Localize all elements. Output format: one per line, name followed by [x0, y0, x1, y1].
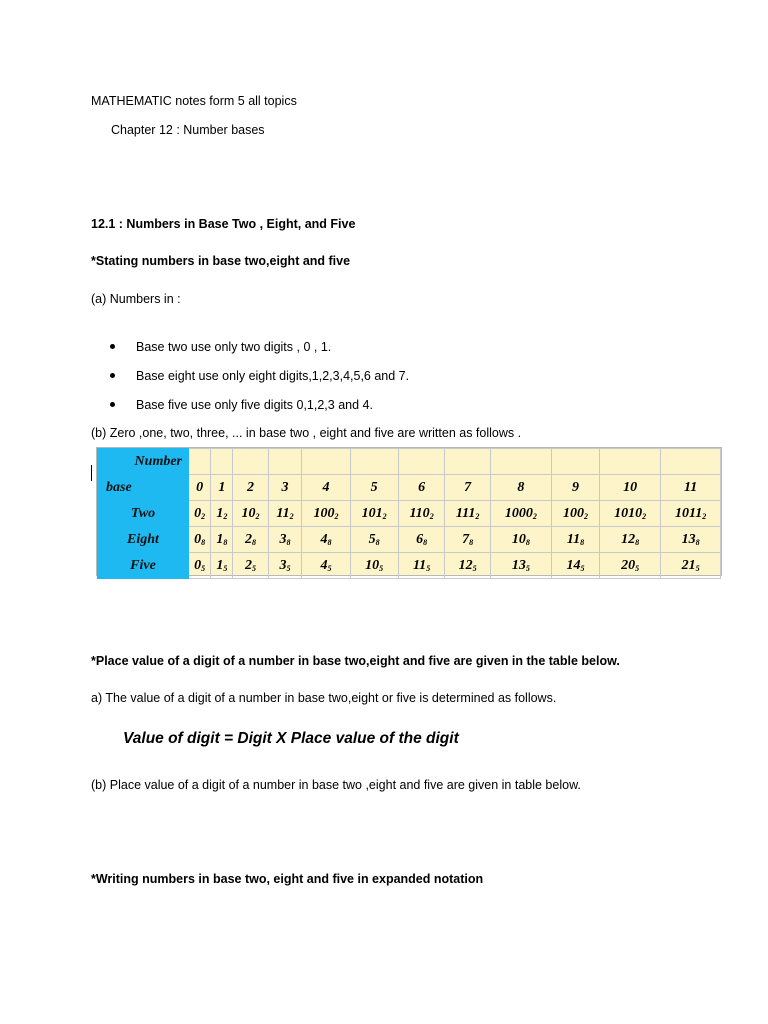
bullet-icon [110, 373, 115, 378]
table-cell [211, 527, 233, 553]
table-cell [189, 553, 211, 579]
cell-value: 3 [279, 557, 287, 573]
table-column-header: 3 [268, 475, 302, 501]
table-row-label: Two [98, 501, 189, 527]
table-column-header: 7 [445, 475, 490, 501]
cell-value: 11 [276, 505, 290, 521]
base-subscript: 8 [423, 537, 428, 547]
expanded-notation-heading: *Writing numbers in base two, eight and five in expanded notation [91, 872, 484, 886]
base-subscript: 2 [223, 511, 228, 521]
section-heading: 12.1 : Numbers in Base Two , Eight, and Five [91, 217, 356, 231]
cell-value: 110 [409, 505, 430, 521]
base-subscript: 5 [695, 563, 700, 573]
table-empty-cell [490, 449, 551, 475]
table-cell [268, 553, 302, 579]
table-empty-cell [661, 449, 721, 475]
table-row [98, 501, 721, 527]
bullet-text: Base two use only two digits , 0 , 1. [136, 340, 332, 354]
base-subscript: 2 [255, 511, 260, 521]
numbers-in-label: (a) Numbers in : [91, 292, 181, 306]
base-subscript: 5 [252, 563, 257, 573]
cell-value: 20 [621, 557, 636, 573]
table-empty-cell [302, 449, 350, 475]
table-row-label: Eight [98, 527, 189, 553]
cell-value: 0 [194, 531, 202, 547]
table-column-header: 4 [302, 475, 350, 501]
cell-value: 14 [566, 557, 581, 573]
base-subscript: 2 [382, 511, 387, 521]
table-cell [233, 501, 268, 527]
table-column-header: 5 [350, 475, 398, 501]
base-subscript: 8 [375, 537, 380, 547]
table-row [98, 527, 721, 553]
table-cell [268, 527, 302, 553]
cell-value: 6 [416, 531, 424, 547]
base-subscript: 8 [252, 537, 257, 547]
table-cell [661, 527, 721, 553]
table-cell [600, 527, 661, 553]
table-cell [268, 501, 302, 527]
table-cell [302, 527, 350, 553]
table-cell [661, 553, 721, 579]
cell-value: 1011 [674, 505, 703, 521]
base-subscript: 8 [525, 537, 530, 547]
written-as-text: (b) Zero ,one, two, three, ... in base two , eight and five are written as follows . [91, 426, 522, 440]
cell-value: 13 [511, 557, 526, 573]
cell-value: 10 [365, 557, 380, 573]
list-item [108, 338, 409, 367]
base-subscript: 2 [583, 511, 588, 521]
base-subscript: 2 [475, 511, 480, 521]
base-subscript: 2 [289, 511, 294, 521]
bullet-icon [110, 344, 115, 349]
base-subscript: 2 [429, 511, 434, 521]
table-row [98, 553, 721, 579]
base-subscript: 5 [472, 563, 477, 573]
table-cell [551, 553, 599, 579]
base-subscript: 8 [469, 537, 474, 547]
table-cell [350, 527, 398, 553]
document-header: MATHEMATIC notes form 5 all topics [91, 94, 297, 108]
table-column-header: 9 [551, 475, 599, 501]
table-empty-cell [600, 449, 661, 475]
table-cell [398, 527, 445, 553]
cell-value: 4 [320, 531, 328, 547]
cell-value: 21 [681, 557, 696, 573]
table-column-header: 1 [211, 475, 233, 501]
list-item [108, 396, 409, 425]
base-subscript: 5 [635, 563, 640, 573]
cell-value: 13 [681, 531, 696, 547]
cell-value: 5 [368, 531, 376, 547]
base-subscript: 2 [642, 511, 647, 521]
table-column-header: 11 [661, 475, 721, 501]
table-column-header: 10 [600, 475, 661, 501]
cell-value: 4 [320, 557, 328, 573]
cell-value: 111 [455, 505, 476, 521]
base-subscript: 2 [334, 511, 339, 521]
table-cell [302, 501, 350, 527]
cell-value: 100 [562, 505, 584, 521]
digits-bullet-list [108, 338, 409, 425]
base-subscript: 5 [201, 563, 206, 573]
table-cell [398, 501, 445, 527]
base-subscript: 8 [201, 537, 206, 547]
text-cursor [91, 465, 92, 481]
table-column-header: 2 [233, 475, 268, 501]
cell-value: 2 [245, 531, 253, 547]
table-cell [490, 501, 551, 527]
cell-value: 1010 [614, 505, 643, 521]
cell-value: 1 [216, 531, 224, 547]
cell-value: 1 [216, 505, 224, 521]
table-column-header: 0 [189, 475, 211, 501]
cell-value: 10 [241, 505, 256, 521]
cell-value: 2 [245, 557, 253, 573]
table-cell [445, 527, 490, 553]
base-subscript: 8 [223, 537, 228, 547]
place-value-b-text: (b) Place value of a digit of a number in base two ,eight and five are given in table below. [91, 778, 581, 792]
value-of-digit-formula: Value of digit = Digit X Place value of the digit [123, 730, 459, 747]
base-subscript: 8 [327, 537, 332, 547]
base-subscript: 5 [327, 563, 332, 573]
table-row-label: Five [98, 553, 189, 579]
value-determined-text: a) The value of a digit of a number in base two,eight or five is determined as follows. [91, 691, 557, 705]
table-header-base: base [98, 475, 189, 501]
base-subscript: 5 [223, 563, 228, 573]
table-empty-cell [233, 449, 268, 475]
bullet-icon [110, 402, 115, 407]
cell-value: 1 [216, 557, 224, 573]
table-cell [189, 527, 211, 553]
table-header-number: Number [98, 449, 189, 475]
cell-value: 100 [313, 505, 335, 521]
place-value-heading: *Place value of a digit of a number in base two,eight and five are given in the table below. [91, 654, 620, 668]
cell-value: 7 [462, 531, 470, 547]
cell-value: 0 [194, 505, 202, 521]
base-subscript: 8 [286, 537, 291, 547]
table-cell [302, 553, 350, 579]
table-cell [490, 553, 551, 579]
bullet-text: Base five use only five digits 0,1,2,3 and 4. [136, 398, 373, 412]
table-cell [551, 501, 599, 527]
table-empty-cell [268, 449, 302, 475]
base-subscript: 2 [702, 511, 707, 521]
table-row [98, 449, 721, 475]
table-cell [445, 553, 490, 579]
cell-value: 3 [279, 531, 287, 547]
cell-value: 101 [361, 505, 383, 521]
table-empty-cell [189, 449, 211, 475]
table-cell [398, 553, 445, 579]
table-empty-cell [350, 449, 398, 475]
chapter-title: Chapter 12 : Number bases [111, 123, 265, 137]
table-cell [661, 501, 721, 527]
base-subscript: 5 [379, 563, 384, 573]
base-subscript: 5 [525, 563, 530, 573]
table-cell [211, 553, 233, 579]
base-subscript: 8 [635, 537, 640, 547]
table-cell [445, 501, 490, 527]
table-cell [490, 527, 551, 553]
table-row [98, 475, 721, 501]
table-column-header: 6 [398, 475, 445, 501]
table-cell [600, 553, 661, 579]
number-bases-table [96, 447, 722, 576]
base-subscript: 2 [201, 511, 206, 521]
table-empty-cell [445, 449, 490, 475]
cell-value: 1000 [504, 505, 533, 521]
stating-heading: *Stating numbers in base two,eight and five [91, 254, 351, 268]
base-subscript: 5 [426, 563, 431, 573]
table-cell [233, 553, 268, 579]
table-cell [350, 553, 398, 579]
cell-value: 12 [458, 557, 473, 573]
cell-value: 11 [566, 531, 581, 547]
table-empty-cell [398, 449, 445, 475]
table-cell [551, 527, 599, 553]
base-subscript: 5 [286, 563, 291, 573]
table-column-header: 8 [490, 475, 551, 501]
cell-value: 0 [194, 557, 202, 573]
table-cell [600, 501, 661, 527]
bullet-text: Base eight use only eight digits,1,2,3,4,5,6 and 7. [136, 369, 410, 383]
table-cell [350, 501, 398, 527]
table-cell [189, 501, 211, 527]
base-subscript: 8 [580, 537, 585, 547]
cell-value: 11 [412, 557, 427, 573]
cell-value: 12 [621, 531, 636, 547]
table-empty-cell [211, 449, 233, 475]
base-subscript: 8 [695, 537, 700, 547]
table-cell [211, 501, 233, 527]
table-cell [233, 527, 268, 553]
base-subscript: 2 [532, 511, 537, 521]
cell-value: 10 [511, 531, 526, 547]
list-item [108, 367, 409, 396]
base-subscript: 5 [580, 563, 585, 573]
table-empty-cell [551, 449, 599, 475]
